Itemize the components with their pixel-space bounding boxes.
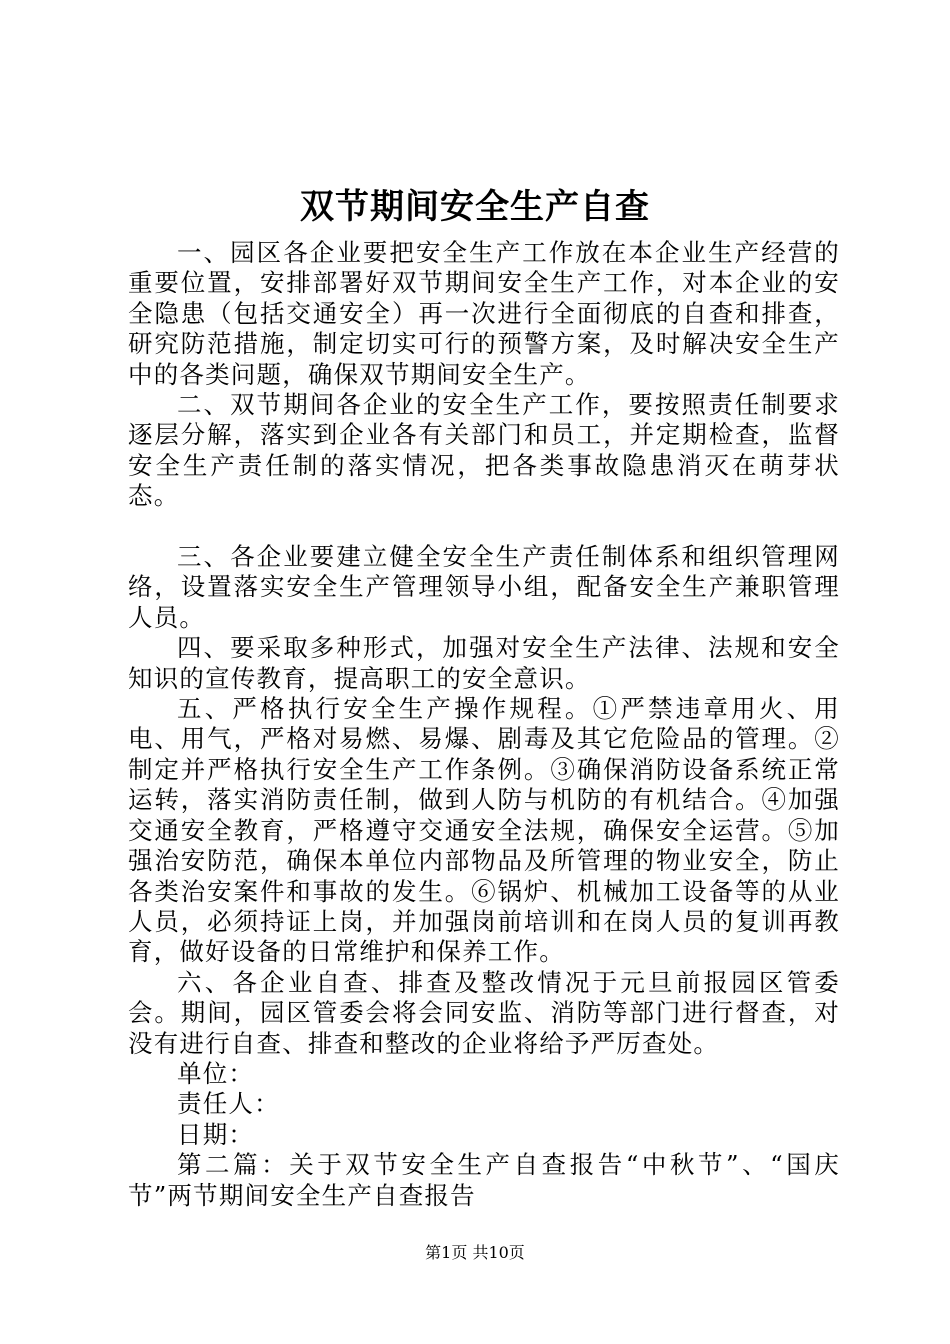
paragraph-5: 五、严格执行安全生产操作规程。①严禁违章用火、用电、用气，严格对易燃、易爆、剧毒及其它危险品的管理。②制定并严格执行安全生产工作条例。③确保消防设备系统正常运转，落实消防责任制，做到人防与机防的有机结合。④加强交通安全教育，严格遵守交通安全法规，确保安全运营。⑤加强治安防范，确保本单位内部物品及所管理的物业安全，防止各类治安案件和事故的发生。⑥锅炉、机械加工设备等的从业人员，必须持证上岗，并加强岗前培训和在岗人员的复训再教育，做好设备的日常维护和保养工作。 [128,694,840,967]
paragraph-4: 四、要采取多种形式，加强对安全生产法律、法规和安全知识的宣传教育，提高职工的安全意识。 [128,633,840,693]
paragraph-spacer [128,512,840,542]
signature-person-label: 责任人： [177,1089,280,1119]
signature-date-label: 日期： [177,1119,255,1149]
document-body [128,238,840,1211]
paragraph-6: 六、各企业自查、排查及整改情况于元旦前报园区管委会。期间，园区管委会将会同安监、消防等部门进行督查，对没有进行自查、排查和整改的企业将给予严厉查处。 [128,967,840,1058]
page-footer: 第1页 共10页 [425,1243,525,1262]
document-title: 双节期间安全生产自查 [300,187,650,227]
paragraph-2: 二、双节期间各企业的安全生产工作，要按照责任制要求逐层分解，落实到企业各有关部门和员工，并定期检查，监督安全生产责任制的落实情况，把各类事故隐患消灭在萌芽状态。 [128,390,840,511]
paragraph-1: 一、园区各企业要把安全生产工作放在本企业生产经营的重要位置，安排部署好双节期间安全生产工作，对本企业的安全隐患（包括交通安全）再一次进行全面彻底的自查和排查，研究防范措施，制定切实可行的预警方案，及时解决安全生产中的各类问题，确保双节期间安全生产。 [128,238,840,389]
next-section-heading: 第二篇：关于双节安全生产自查报告“中秋节”、“国庆节”两节期间安全生产自查报告 [128,1150,840,1210]
signature-unit-label: 单位： [177,1058,255,1088]
paragraph-3: 三、各企业要建立健全安全生产责任制体系和组织管理网络，设置落实安全生产管理领导小组，配备安全生产兼职管理人员。 [128,542,840,632]
